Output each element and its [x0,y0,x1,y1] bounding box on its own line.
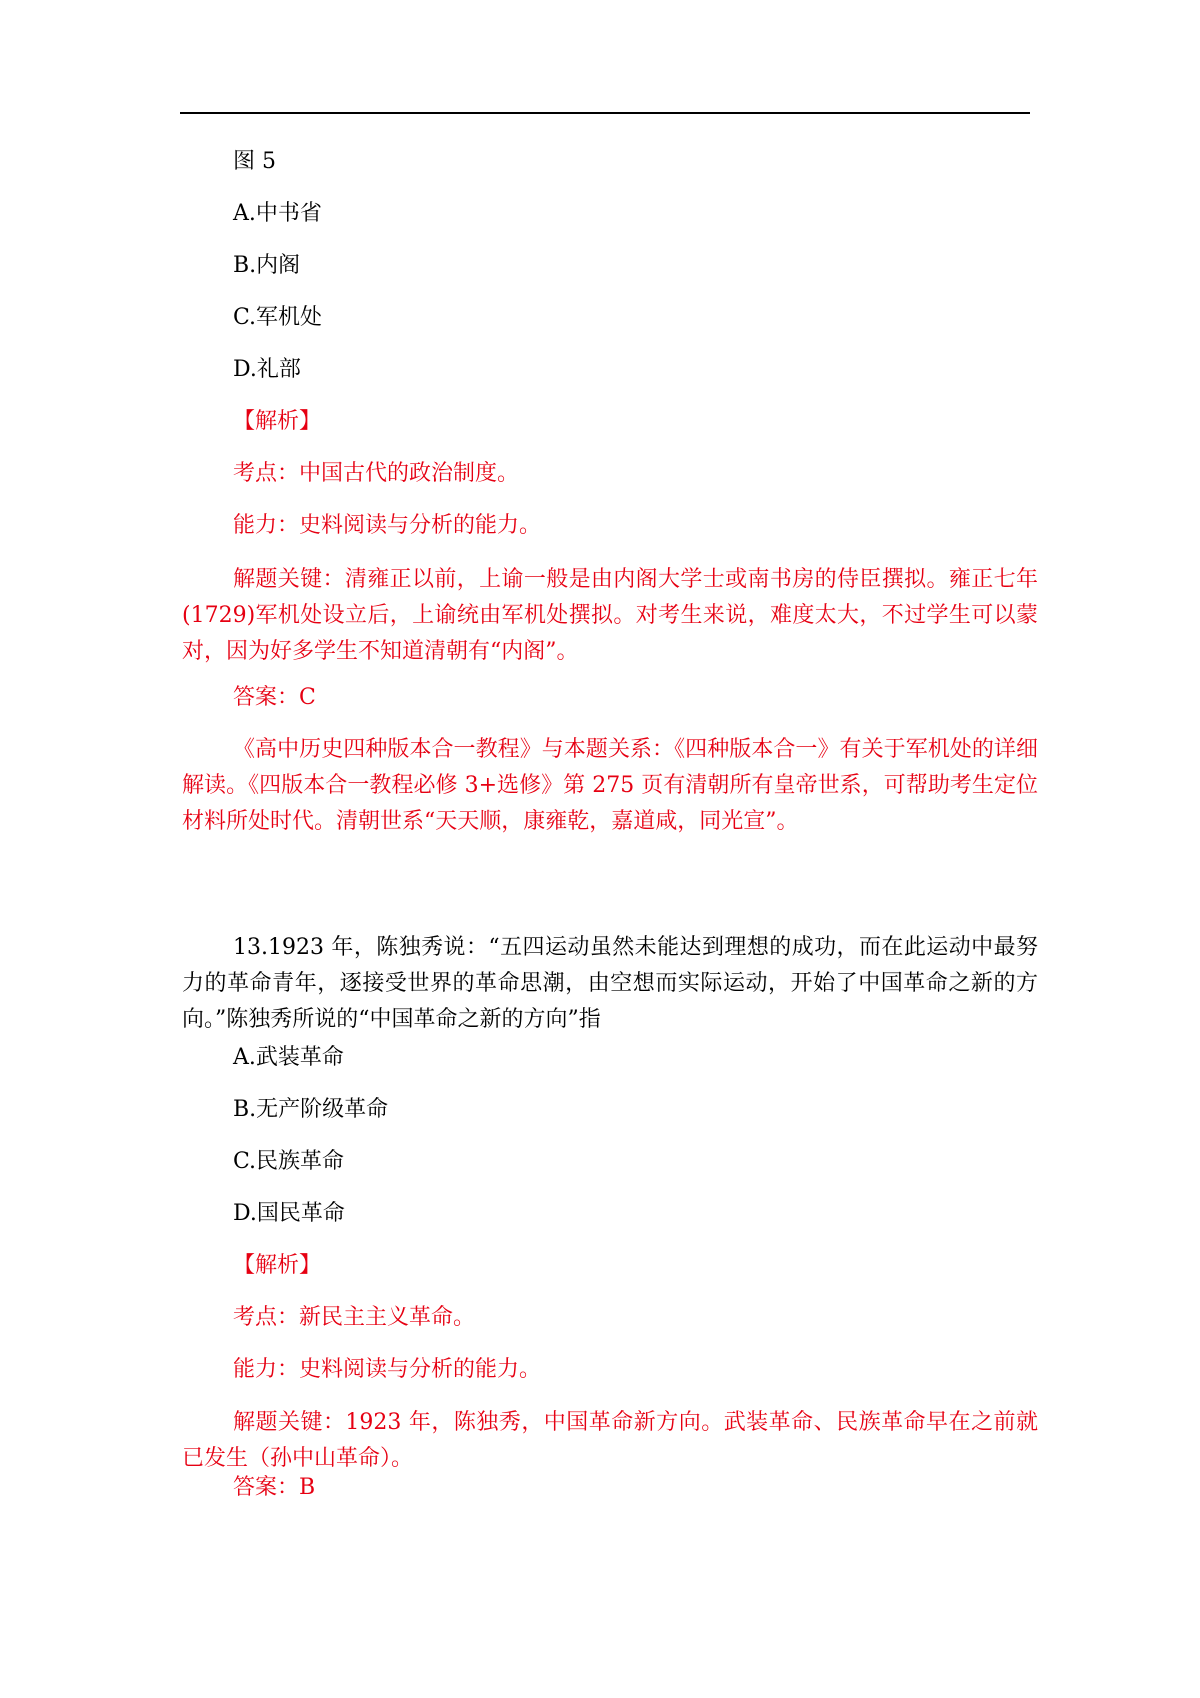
q12-answer: 答案：C [233,685,316,710]
q13-option-a: A.武装革命 [233,1045,344,1070]
header-rule [180,112,1030,114]
q12-option-b: B.内阁 [233,253,301,278]
q13-option-d: D.国民革命 [233,1201,345,1226]
q13-jieti: 解题关键：1923 年，陈独秀，中国革命新方向。武装革命、民族革命早在之前就已发生（孙中山革命）。 [182,1410,1038,1471]
q12-kaodian: 考点：中国古代的政治制度。 [233,461,520,486]
q12-nengli: 能力：史料阅读与分析的能力。 [233,513,542,538]
q13-kaodian: 考点：新民主主义革命。 [233,1305,476,1330]
figure-label: 图 5 [233,149,276,174]
q13-option-c: C.民族革命 [233,1149,345,1174]
q13-answer: 答案：B [233,1475,316,1500]
q13-nengli: 能力：史料阅读与分析的能力。 [233,1357,542,1382]
q12-note: 《高中历史四种版本合一教程》与本题关系：《四种版本合一》有关于军机处的详细解读。《四版本合一教程必修 3+选修》第 275 页有清朝所有皇帝世系，可帮助考生定位材料所处时代。清朝世系“天天顺，康雍乾，嘉道咸，同光宣”。 [182,737,1038,834]
q13-stem: 13.1923 年，陈独秀说：“五四运动虽然未能达到理想的成功，而在此运动中最努力的革命青年，逐接受世界的革命思潮，由空想而实际运动，开始了中国革命之新的方向。”陈独秀所说的“中国革命之新的方向”指 [182,935,1038,1032]
q12-analysis-heading: 【解析】 [233,409,322,434]
q12-option-d: D.礼部 [233,357,301,382]
q12-option-c: C.军机处 [233,305,323,330]
q12-jieti: 解题关键：清雍正以前，上谕一般是由内阁大学士或南书房的侍臣撰拟。雍正七年(1729)军机处设立后，上谕统由军机处撰拟。对考生来说，难度太大，不过学生可以蒙对，因为好多学生不知道清朝有“内阁”。 [182,567,1038,664]
q13-option-b: B.无产阶级革命 [233,1097,389,1122]
q13-analysis-heading: 【解析】 [233,1253,322,1278]
q12-option-a: A.中书省 [233,201,322,226]
